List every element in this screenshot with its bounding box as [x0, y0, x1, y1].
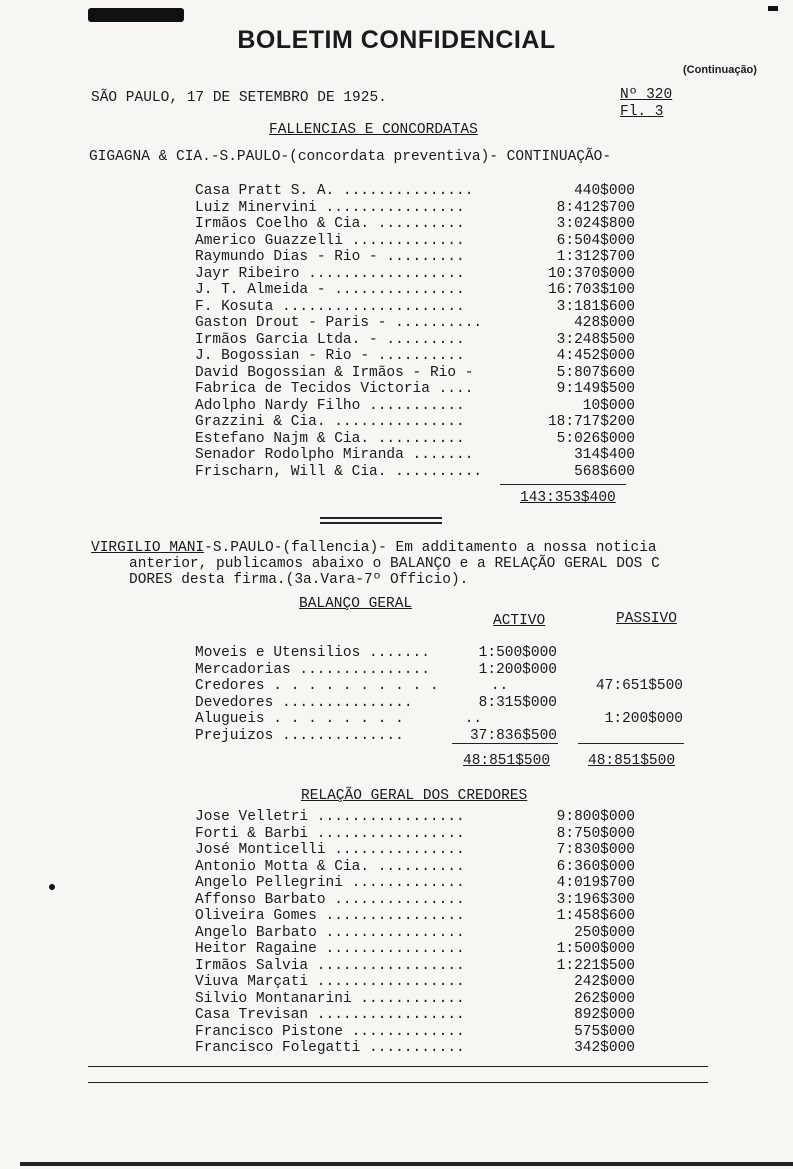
creditor-name: Francisco Folegatti [195, 1040, 361, 1056]
list-item [195, 925, 635, 942]
creditor-name: Silvio Montanarini [195, 990, 352, 1007]
list-item [195, 348, 635, 365]
sheet-number: Fl. 3 [620, 104, 664, 120]
leader-dots: ................. [316, 1007, 465, 1023]
balance-row [195, 728, 685, 745]
list-item [195, 365, 635, 382]
creditor-name: Casa Pratt S. A. [195, 183, 335, 199]
leader-dots: ............... [334, 891, 465, 908]
creditor-value: 262$000 [574, 990, 635, 1007]
leader-dots: ......... [386, 331, 465, 348]
leader-dots: .......... [395, 463, 483, 480]
leader-dots: .................. [308, 265, 465, 282]
list-item [195, 249, 635, 266]
leader-dots: ............ [360, 990, 465, 1007]
creditor-value: 314$400 [574, 447, 635, 463]
list-item [195, 216, 635, 233]
creditor-value: 6:360$000 [556, 858, 635, 875]
balance-row [195, 711, 685, 728]
total-gigagna: 143:353$400 [520, 490, 616, 506]
list-item [195, 1007, 635, 1024]
subject-virgilio-line3: DORES desta firma.(3a.Vara-7º Officio). [129, 572, 469, 588]
creditor-name: Casa Trevisan [195, 1007, 309, 1023]
list-item [195, 974, 635, 991]
ink-mark-top-right [768, 6, 778, 11]
creditor-name: Senador Rodolpho Miranda [195, 447, 404, 463]
creditor-value: 4:452$000 [556, 348, 635, 364]
leader-dots: ................. [316, 809, 465, 825]
creditor-value: 8:750$000 [556, 825, 635, 842]
list-item [195, 941, 635, 958]
creditor-value: 1:221$500 [556, 957, 635, 974]
ink-blot-top-left [88, 8, 184, 22]
list-item [195, 842, 635, 859]
creditor-value: 8:412$700 [556, 199, 635, 216]
creditor-value: 242$000 [574, 974, 635, 990]
leader-dots: ............. [351, 1023, 465, 1040]
leader-dots: ................ [325, 199, 465, 216]
creditor-value: 428$000 [574, 315, 635, 331]
creditor-name: Affonso Barbato [195, 891, 326, 908]
subject-virgilio: VIRGILIO MANI [91, 540, 205, 556]
list-item [195, 431, 635, 448]
balance-account: Credores [195, 678, 265, 694]
creditor-name: Frischarn, Will & Cia. [195, 463, 387, 480]
creditor-name: Angelo Barbato [195, 924, 317, 941]
balance-total-passivo: 48:851$500 [588, 753, 676, 769]
creditor-name: J. Bogossian - Rio - [195, 348, 370, 364]
leader-dots: ........... [369, 1040, 465, 1056]
balance-account: Alugueis [195, 711, 265, 727]
creditor-name: Francisco Pistone [195, 1023, 343, 1040]
section-divider [320, 517, 442, 519]
creditor-name: Luiz Minervini [195, 199, 317, 216]
balance-account: Prejuizos [195, 727, 274, 744]
continuation-label: (Continuação) [683, 64, 757, 76]
creditor-value: 3:196$300 [556, 891, 635, 908]
creditor-name: Grazzini & Cia. [195, 414, 326, 430]
balance-activo: 37:836$500 [469, 727, 557, 744]
leader-dots: ................ [325, 941, 465, 957]
creditor-name: Viuva Marçati [195, 974, 309, 990]
creditor-name: Irmãos Salvia [195, 957, 309, 974]
subject-virgilio-line1 [91, 540, 657, 557]
creditor-name: J. T. Almeida - [195, 282, 326, 298]
leader-dots: ............... [282, 694, 413, 711]
list-item [195, 826, 635, 843]
creditor-value: 9:800$000 [556, 809, 635, 825]
list-item [195, 908, 635, 925]
ink-dot-left [49, 884, 55, 890]
col-passivo: PASSIVO [616, 611, 677, 627]
balance-table [195, 645, 685, 744]
place-date: SÃO PAULO, 17 DE SETEMBRO DE 1925. [91, 90, 387, 106]
creditor-name: Gaston Drout - Paris - [195, 315, 387, 331]
creditors-heading: RELAÇÃO GERAL DOS CREDORES [301, 788, 528, 804]
balance-rule-passivo [578, 743, 684, 744]
leader-dots: .............. [282, 727, 404, 744]
balance-total-activo: 48:851$500 [463, 753, 551, 769]
balance-account: Moveis e Utensilios [195, 645, 361, 661]
section-heading-fallencias: FALLENCIAS E CONCORDATAS [269, 122, 478, 138]
leader-dots: .......... [377, 216, 465, 232]
creditor-name: Jayr Ribeiro [195, 265, 300, 282]
balance-row [195, 662, 685, 679]
subject-virgilio-rest: -S.PAULO-(fallencia)- Em additamento a nossa noticia [204, 540, 657, 556]
leader-dots: ........... [369, 397, 465, 414]
leader-dots: .......... [377, 858, 465, 875]
creditor-value: 342$000 [574, 1040, 635, 1056]
list-item [195, 266, 635, 283]
balance-row [195, 678, 685, 695]
total-rule [500, 484, 626, 485]
list-item [195, 1024, 635, 1041]
leader-dots: ............. [351, 875, 465, 891]
page-bottom-edge [20, 1162, 793, 1166]
creditor-value: 16:703$100 [547, 282, 635, 298]
list-item [195, 991, 635, 1008]
creditor-value: 892$000 [574, 1007, 635, 1023]
list-item [195, 332, 635, 349]
list-item [195, 875, 635, 892]
list-item [195, 282, 635, 299]
leader-dots: ......... [386, 249, 465, 265]
balance-passivo: 47:651$500 [595, 678, 683, 694]
list-item [195, 200, 635, 217]
leader-dots: ............... [334, 282, 465, 298]
balance-activo: 1:500$000 [478, 645, 557, 661]
leader-dots: ................. [316, 974, 465, 990]
creditor-value: 10$000 [582, 397, 635, 414]
balance-rule-activo [452, 743, 558, 744]
list-item [195, 414, 635, 431]
creditor-value: 3:181$600 [556, 298, 635, 315]
bottom-rule-2 [88, 1082, 708, 1083]
creditor-name: Forti & Barbi [195, 825, 309, 842]
col-activo: ACTIVO [493, 613, 546, 629]
balance-activo: 8:315$000 [478, 694, 557, 711]
leader-dots: ..................... [282, 298, 465, 315]
leader-dots: ................ [325, 908, 465, 924]
leader-dots: ............... [342, 183, 474, 199]
list-item [195, 398, 635, 415]
creditor-value: 1:312$700 [556, 249, 635, 265]
creditor-name: Americo Guazzelli [195, 232, 343, 249]
leader-dots: .......... [377, 348, 465, 364]
subject-gigagna: GIGAGNA & CIA.-S.PAULO-(concordata preventiva)- CONTINUAÇÃO- [89, 149, 612, 165]
leader-dots: ............. [351, 232, 465, 249]
balance-activo: 1:200$000 [478, 661, 557, 678]
balance-account: Devedores [195, 694, 274, 711]
creditor-value: 5:807$600 [556, 364, 635, 381]
creditor-name: Angelo Pellegrini [195, 875, 343, 891]
list-item [195, 892, 635, 909]
creditor-name: Jose Velletri [195, 809, 309, 825]
section-divider-2 [320, 522, 442, 524]
leader-dots: ................. [316, 957, 465, 974]
creditors-list-virgilio [195, 809, 635, 1057]
creditor-value: 5:026$000 [556, 430, 635, 447]
creditor-value: 1:458$600 [556, 908, 635, 924]
balance-account: Mercadorias [195, 661, 291, 678]
list-item [195, 315, 635, 332]
creditor-value: 568$600 [574, 463, 635, 480]
list-item [195, 299, 635, 316]
list-item [195, 859, 635, 876]
creditor-value: 1:500$000 [556, 941, 635, 957]
leader-dots: .......... [377, 430, 465, 447]
leader-dots: . . . . . . . . .. [273, 711, 483, 727]
list-item [195, 183, 635, 200]
list-item [195, 447, 635, 464]
creditor-value: 10:370$000 [547, 265, 635, 282]
creditor-name: Fabrica de Tecidos Victoria [195, 381, 430, 397]
creditors-list-gigagna [195, 183, 635, 480]
creditor-value: 7:830$000 [556, 842, 635, 858]
leader-dots: .......... [395, 315, 483, 331]
leader-dots: ............... [334, 414, 465, 430]
creditor-name: José Monticelli [195, 842, 326, 858]
leader-dots: ............... [334, 842, 465, 858]
leader-dots: ....... [369, 645, 430, 661]
creditor-value: 250$000 [574, 924, 635, 941]
creditor-value: 4:019$700 [556, 875, 635, 891]
page-title: BOLETIM CONFIDENCIAL [237, 26, 556, 54]
creditor-value: 3:248$500 [556, 331, 635, 348]
creditor-name: Irmãos Coelho & Cia. [195, 216, 370, 232]
leader-dots: ............... [299, 661, 430, 678]
creditor-name: Estefano Najm & Cia. [195, 430, 370, 447]
creditor-value: 18:717$200 [547, 414, 635, 430]
leader-dots: .... [438, 381, 474, 397]
bottom-rule-1 [88, 1066, 708, 1067]
creditor-name: Raymundo Dias - Rio - [195, 249, 378, 265]
creditor-value: 3:024$800 [556, 216, 635, 232]
creditor-name: Oliveira Gomes [195, 908, 317, 924]
balance-row [195, 645, 685, 662]
leader-dots: ....... [412, 447, 474, 463]
creditor-name: Irmãos Garcia Ltda. - [195, 331, 378, 348]
creditor-value: 575$000 [574, 1023, 635, 1040]
list-item [195, 809, 635, 826]
creditor-name: David Bogossian & Irmãos - Rio - [195, 364, 474, 381]
bulletin-number: Nº 320 [620, 87, 673, 103]
list-item [195, 958, 635, 975]
creditor-name: Heitor Ragaine [195, 941, 317, 957]
leader-dots: ................ [325, 924, 465, 941]
creditor-name: Antonio Motta & Cia. [195, 858, 370, 875]
balance-row [195, 695, 685, 712]
subject-virgilio-line2: anterior, publicamos abaixo o BALANÇO e a RELAÇÃO GERAL DOS C [129, 556, 660, 572]
balance-heading: BALANÇO GERAL [299, 596, 413, 612]
list-item [195, 233, 635, 250]
list-item [195, 381, 635, 398]
balance-passivo: 1:200$000 [604, 711, 683, 727]
creditor-value: 6:504$000 [556, 232, 635, 249]
creditor-name: F. Kosuta [195, 298, 274, 315]
creditor-name: Adolpho Nardy Filho [195, 397, 361, 414]
list-item [195, 464, 635, 481]
leader-dots: . . . . . . . . . . .. [273, 678, 509, 694]
list-item [195, 1040, 635, 1057]
creditor-value: 9:149$500 [556, 381, 635, 397]
leader-dots: ................. [316, 825, 465, 842]
creditor-value: 440$000 [574, 183, 635, 199]
